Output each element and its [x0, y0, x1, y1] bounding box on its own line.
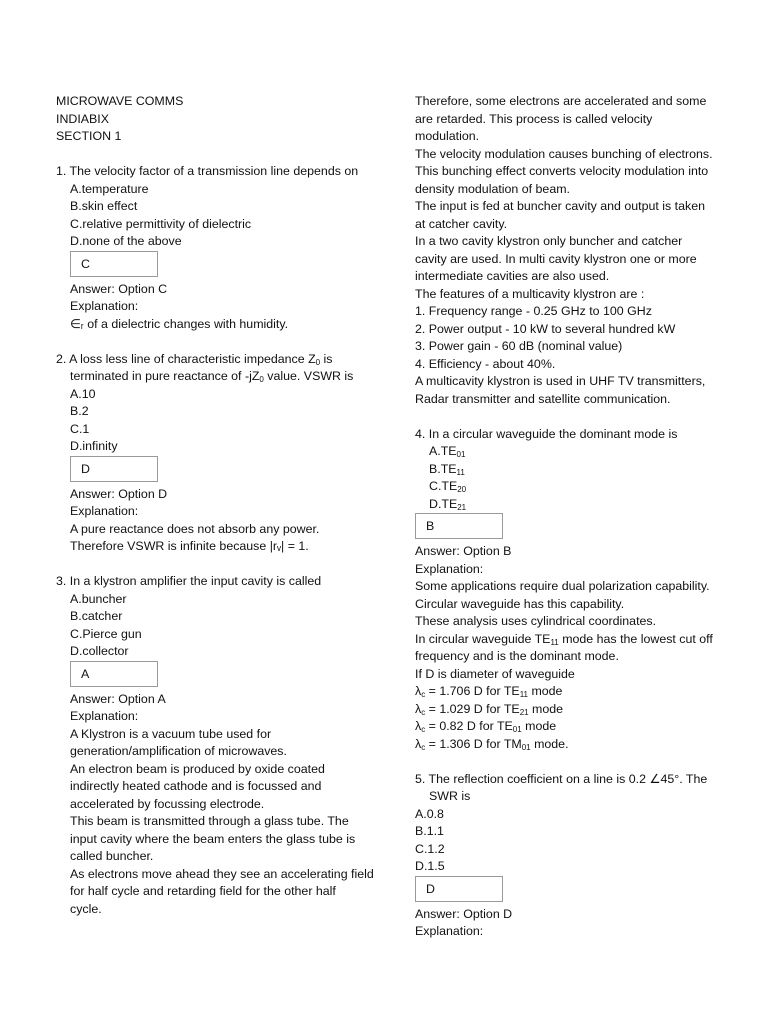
question-text: 1. The velocity factor of a transmission line depends on — [56, 164, 359, 178]
option-d: D.collector — [70, 644, 129, 658]
explanation-label: Explanation: — [70, 504, 139, 518]
option-c: C.1.2 — [415, 841, 445, 856]
explanation-line: Some applications require dual polarization capability. — [415, 579, 710, 593]
formula-line: $\lambda_c = 1.306$ D for $TM_{01}$ mode. — [415, 736, 569, 752]
doc-source: INDIABIX — [56, 111, 110, 126]
answer-box[interactable]: A — [70, 661, 158, 687]
option-d: D.none of the above — [70, 234, 182, 248]
formula-line: $\lambda_c = 1.029$ D for $TE_{21}$ mode — [415, 701, 564, 717]
answer-box[interactable]: C — [70, 251, 158, 277]
answer-text: Answer: Option D — [415, 906, 513, 921]
question-3 — [56, 573, 386, 918]
explanation-line: As electrons move ahead they see an accelerating field — [70, 866, 374, 881]
formula-line: $\lambda_c = 1.706$ D for $TE_{11}$ mode — [415, 684, 563, 699]
explanation-line: Therefore VSWR is infinite because |rᵥ| = 1. — [70, 539, 309, 553]
option-c: $C.TE_{20}$ — [429, 479, 467, 494]
option-b: B.2 — [70, 404, 89, 418]
explanation-line: An electron beam is produced by oxide coated — [70, 761, 325, 776]
explanation-label: Explanation: — [70, 709, 139, 723]
answer-text: Answer: Option B — [415, 544, 512, 558]
option-a: $A.TE_{01}$ — [429, 444, 466, 459]
explanation-line: Radar transmitter and satellite communication. — [415, 391, 671, 406]
question-1 — [56, 163, 386, 333]
explanation-line: The input is fed at buncher cavity and output is taken — [415, 199, 705, 213]
answer-text: Answer: Option C — [70, 281, 168, 296]
explanation-line: input cavity where the beam enters the glass tube is — [70, 831, 356, 846]
option-c: C.relative permittivity of dielectric — [70, 216, 252, 231]
question-3-continued — [415, 93, 745, 408]
right-column — [415, 93, 745, 941]
explanation-line: ∈ᵣ of a dielectric changes with humidity. — [70, 316, 289, 331]
explanation-line: 1. Frequency range - 0.25 GHz to 100 GHz — [415, 304, 652, 318]
option-b: B.catcher — [70, 609, 123, 623]
answer-box[interactable]: D — [415, 876, 503, 902]
explanation-line: These analysis uses cylindrical coordinates. — [415, 614, 657, 628]
explanation-line: are retarded. This process is called velocity — [415, 111, 653, 126]
explanation-line: density modulation of beam. — [415, 181, 570, 196]
option-d: D.1.5 — [415, 859, 445, 873]
answer-box[interactable]: D — [70, 456, 158, 482]
question-text: 2. A loss less line of characteristic impedance $Z_0$ is — [56, 351, 333, 367]
doc-title: MICROWAVE COMMS — [56, 94, 184, 108]
option-b: B.skin effect — [70, 199, 138, 213]
question-text: SWR is — [429, 789, 471, 803]
explanation-line: Circular waveguide has this capability. — [415, 596, 625, 611]
explanation-line: intermediate cavities are also used. — [415, 269, 610, 283]
left-column — [56, 93, 386, 918]
option-c: C.1 — [70, 421, 90, 436]
explanation-line: This beam is transmitted through a glass tube. The — [70, 814, 349, 828]
formula-line: $\lambda_c = 0.82$ D for $TE_{01}$ mode — [415, 719, 557, 734]
explanation-line: cavity are used. In multi cavity klystron one or more — [415, 251, 697, 266]
option-c: C.Pierce gun — [70, 626, 142, 641]
option-d: D.infinity — [70, 439, 118, 453]
explanation-line: A pure reactance does not absorb any power. — [70, 521, 320, 536]
question-4 — [415, 426, 745, 754]
explanation-label: Explanation: — [415, 924, 484, 938]
question-2 — [56, 351, 386, 556]
explanation-line: for half cycle and retarding field for the other half — [70, 884, 336, 898]
explanation-line: called buncher. — [70, 849, 154, 863]
question-text: terminated in pure reactance of $-jZ_0$ value. VSWR is — [70, 369, 354, 384]
answer-text: Answer: Option D — [70, 486, 168, 501]
explanation-line: modulation. — [415, 129, 480, 143]
explanation-line: A Klystron is a vacuum tube used for — [70, 726, 272, 741]
option-a: A.0.8 — [415, 806, 444, 821]
option-b: $B.TE_{11}$ — [429, 461, 465, 477]
answer-text: Answer: Option A — [70, 691, 166, 706]
explanation-line: 2. Power output - 10 kW to several hundred kW — [415, 321, 676, 336]
explanation-line: 4. Efficiency - about 40%. — [415, 356, 556, 371]
question-5 — [415, 771, 745, 941]
explanation-line: Therefore, some electrons are accelerated and some — [415, 94, 707, 108]
explanation-line: indirectly heated cathode and is focussed and — [70, 779, 322, 793]
explanation-line: In a two cavity klystron only buncher and catcher — [415, 234, 683, 248]
section-heading: SECTION 1 — [56, 129, 122, 143]
option-a: A.10 — [70, 386, 96, 401]
explanation-line: The velocity modulation causes bunching of electrons. — [415, 146, 713, 161]
question-text: 5. The reflection coefficient on a line is 0.2 ∠45°. The — [415, 771, 708, 786]
question-text: 4. In a circular waveguide the dominant mode is — [415, 426, 678, 441]
explanation-line: generation/amplification of microwaves. — [70, 744, 287, 758]
explanation-line: at catcher cavity. — [415, 216, 508, 231]
explanation-line: cycle. — [70, 901, 102, 916]
explanation-line: frequency and is the dominant mode. — [415, 649, 619, 663]
option-d: $D.TE_{21}$ — [429, 496, 467, 512]
option-a: A.temperature — [70, 181, 149, 196]
explanation-line: 3. Power gain - 60 dB (nominal value) — [415, 339, 623, 353]
explanation-line: If D is diameter of waveguide — [415, 666, 575, 681]
option-b: B.1.1 — [415, 824, 444, 838]
option-a: A.buncher — [70, 591, 127, 606]
explanation-line: This bunching effect converts velocity modulation into — [415, 164, 709, 178]
explanation-label: Explanation: — [70, 299, 139, 313]
explanation-line: accelerated by focussing electrode. — [70, 796, 265, 811]
explanation-line: In circular waveguide $TE_{11}$ mode has the lowest cut off — [415, 631, 713, 647]
question-text: 3. In a klystron amplifier the input cavity is called — [56, 574, 322, 588]
explanation-label: Explanation: — [415, 561, 484, 576]
explanation-line: The features of a multicavity klystron are : — [415, 286, 645, 301]
explanation-line: A multicavity klystron is used in UHF TV transmitters, — [415, 374, 706, 388]
answer-box[interactable]: B — [415, 513, 503, 539]
